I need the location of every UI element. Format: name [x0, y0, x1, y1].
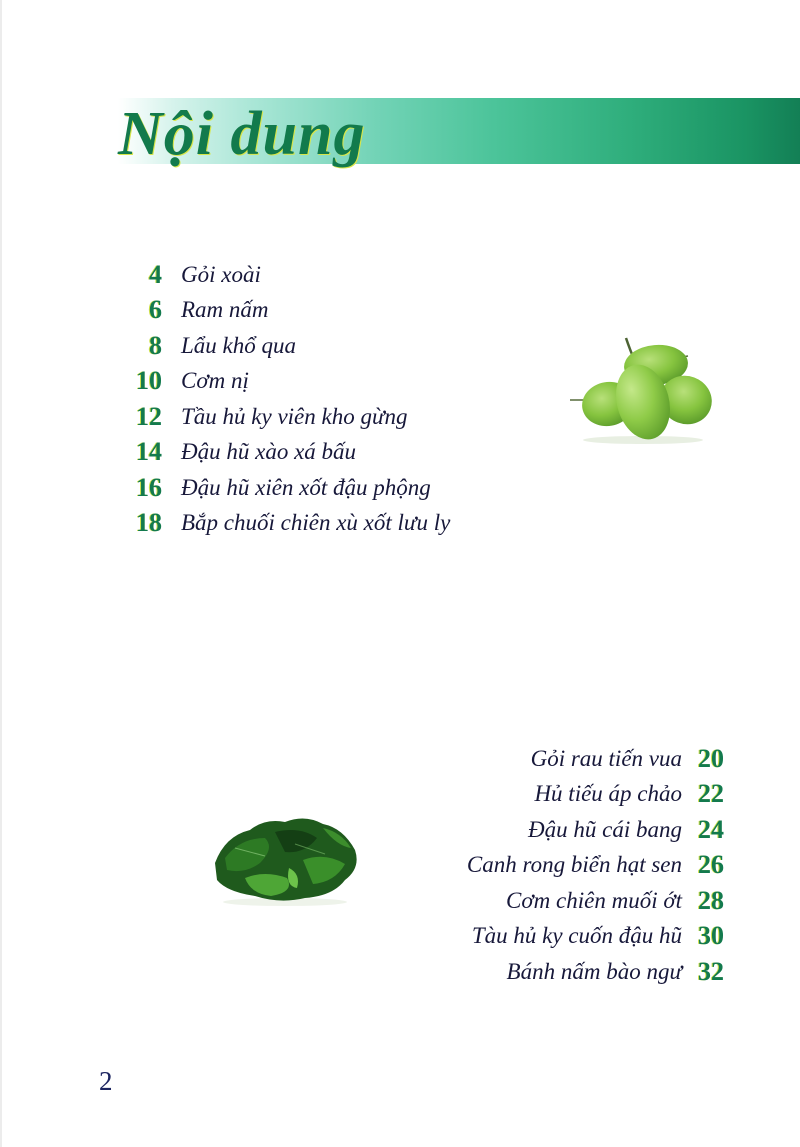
toc-title: Tầu hủ ky viên kho gừng	[181, 403, 408, 429]
toc-item[interactable]	[120, 435, 450, 471]
toc-page-number: 28	[698, 885, 724, 915]
toc-item[interactable]	[120, 399, 450, 435]
toc-page-number: 26	[698, 850, 724, 880]
toc-page-number: 18	[136, 508, 162, 538]
toc-item[interactable]	[120, 470, 450, 506]
toc-page-number: 20	[698, 743, 724, 773]
toc-page-number: 10	[136, 366, 162, 396]
green-mangoes-image	[568, 330, 718, 445]
toc-title: Cơm chiên muối ớt	[506, 887, 682, 913]
toc-item[interactable]	[467, 741, 738, 777]
toc-page-number: 24	[698, 814, 724, 844]
toc-item[interactable]	[120, 506, 450, 542]
page-title: Nội dung	[118, 100, 366, 168]
toc-item[interactable]	[467, 919, 738, 955]
toc-item[interactable]	[467, 883, 738, 919]
toc-title: Đậu hũ xào xá bấu	[181, 439, 357, 465]
toc-title: Gỏi xoài	[181, 261, 261, 287]
toc-title: Bắp chuối chiên xù xốt lưu ly	[181, 510, 451, 536]
toc-title: Lẩu khổ qua	[181, 332, 296, 358]
toc-page-number: 22	[698, 779, 724, 809]
toc-item[interactable]	[120, 364, 450, 400]
toc-page-number: 4	[149, 259, 162, 289]
toc-item[interactable]	[467, 848, 738, 884]
toc-title: Cơm nị	[181, 368, 249, 394]
toc-page-number: 8	[149, 330, 162, 360]
page-number: 2	[99, 1066, 113, 1096]
toc-item[interactable]	[467, 812, 738, 848]
toc-item[interactable]	[467, 954, 738, 990]
toc-item[interactable]	[467, 777, 738, 813]
toc-title: Tàu hủ ky cuốn đậu hũ	[471, 923, 682, 949]
toc-page-number: 16	[136, 472, 162, 502]
toc-page-number: 32	[698, 956, 724, 986]
toc-title: Đậu hũ cái bang	[528, 816, 682, 842]
toc-page-number: 6	[149, 295, 162, 325]
toc-title: Bánh nấm bào ngư	[506, 958, 682, 984]
toc-page-number: 12	[136, 401, 162, 431]
toc-item[interactable]	[120, 328, 450, 364]
toc-right-list	[467, 741, 738, 990]
toc-title: Hủ tiếu áp chảo	[534, 781, 682, 807]
toc-title: Canh rong biển hạt sen	[466, 852, 682, 878]
toc-item[interactable]	[120, 293, 450, 329]
toc-left-list	[120, 257, 450, 541]
toc-title: Đậu hũ xiên xốt đậu phộng	[181, 474, 431, 500]
toc-title: Gỏi rau tiến vua	[530, 745, 682, 771]
seaweed-image	[205, 808, 365, 908]
page-edge	[0, 0, 2, 1147]
toc-item[interactable]	[120, 257, 450, 293]
toc-page-number: 14	[136, 437, 162, 467]
toc-page-number: 30	[698, 921, 724, 951]
toc-title: Ram nấm	[181, 297, 269, 323]
